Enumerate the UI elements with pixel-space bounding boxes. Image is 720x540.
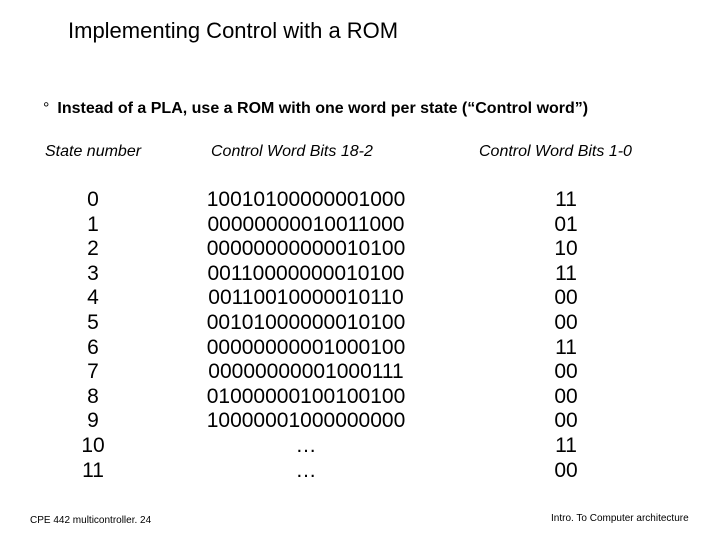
state-number-cell: 4	[87, 286, 99, 310]
bullet-point	[43, 100, 588, 118]
bits-1-0-cell: 00	[554, 310, 578, 334]
bits-1-0-cell: 00	[554, 409, 578, 433]
header-bits-1-0: Control Word Bits 1-0	[479, 143, 632, 160]
state-number-cell: 3	[87, 261, 99, 285]
bits-18-2-cell: 00101000000010100	[206, 310, 406, 334]
state-number-cell: 10	[81, 433, 105, 457]
bits-1-0-cell: 11	[555, 188, 577, 211]
bits-18-2-cell: 00000000000010100	[206, 237, 406, 261]
bits-1-0-cell: 00	[554, 360, 578, 384]
bits-1-0-cell: 10	[554, 237, 578, 261]
bits-18-2-cell: …	[295, 433, 317, 457]
bits-1-0-cell: 11	[555, 335, 577, 359]
state-number-cell: 2	[87, 237, 99, 261]
state-number-cell: 0	[87, 188, 99, 211]
bits-18-2-cell: 00110000000010100	[207, 261, 405, 285]
bits-1-0-cell: 01	[554, 212, 578, 236]
bullet-text: Instead of a PLA, use a ROM with one word per state (“Control word”)	[57, 100, 589, 117]
bits-18-2-column	[190, 188, 422, 483]
state-number-cell: 9	[87, 409, 99, 433]
footer-left: CPE 442 multicontroller. 24	[30, 515, 152, 526]
state-number-cell: 1	[87, 212, 99, 236]
bits-1-0-cell: 00	[554, 384, 578, 408]
state-number-cell: 5	[87, 310, 99, 334]
bits-18-2-cell: 00110010000010110	[208, 286, 404, 310]
bits-1-0-cell: 11	[555, 261, 577, 285]
bits-1-0-cell: 11	[555, 433, 577, 457]
bits-18-2-cell: 00000000010011000	[207, 212, 405, 236]
state-number-cell: 7	[87, 360, 99, 384]
bits-1-0-column	[540, 188, 592, 483]
state-number-cell: 8	[87, 384, 99, 408]
bullet-marker: °	[43, 100, 50, 117]
bits-18-2-cell: 00000000001000111	[208, 360, 404, 384]
bits-18-2-cell: 01000000100100100	[206, 384, 406, 408]
slide-title: Implementing Control with a ROM	[68, 18, 399, 43]
bits-1-0-cell: 00	[554, 458, 578, 482]
header-state-number: State number	[45, 143, 142, 160]
header-bits-18-2: Control Word Bits 18-2	[211, 143, 373, 160]
footer-right: Intro. To Computer architecture	[551, 513, 689, 524]
bits-1-0-cell: 00	[554, 286, 578, 310]
bits-18-2-cell: 10010100000001000	[206, 188, 406, 211]
bits-18-2-cell: …	[295, 458, 317, 482]
state-number-cell: 6	[87, 335, 99, 359]
bits-18-2-cell: 10000001000000000	[206, 409, 406, 433]
state-number-column	[70, 188, 116, 483]
state-number-cell: 11	[82, 458, 104, 482]
bits-18-2-cell: 00000000001000100	[206, 335, 406, 359]
